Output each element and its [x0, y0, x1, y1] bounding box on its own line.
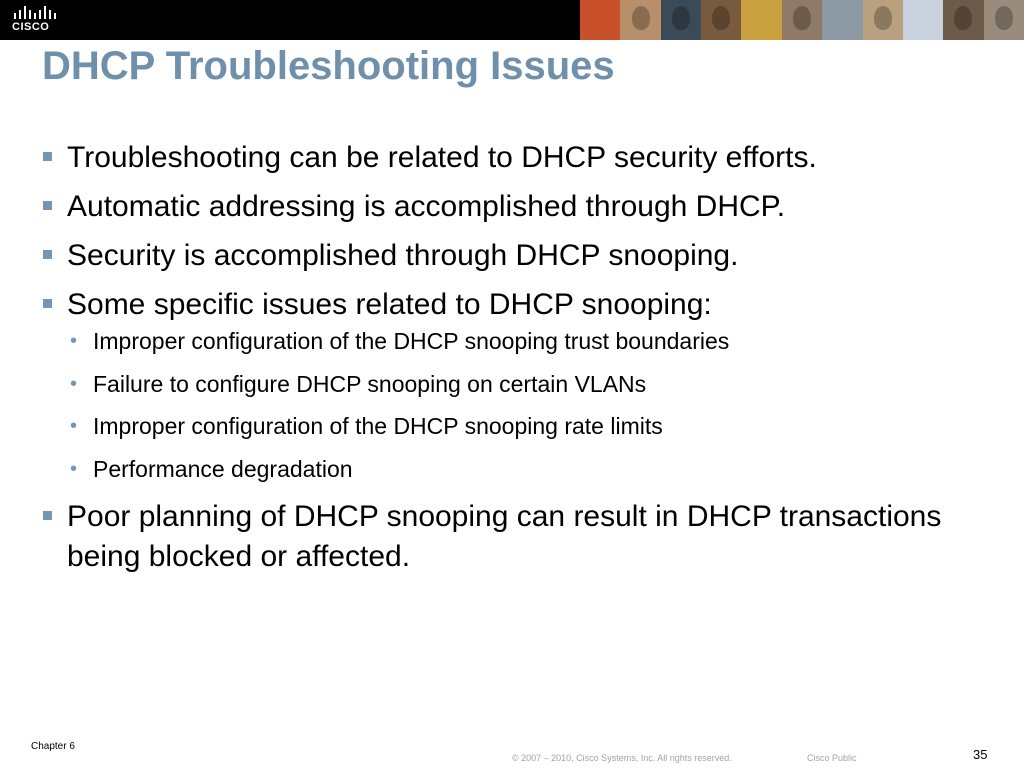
photo-person-tile [782, 0, 822, 40]
dot-bullet-icon: • [70, 415, 78, 437]
photo-person-tile [620, 0, 660, 40]
person-silhouette-icon [793, 6, 811, 30]
bullet-item [42, 187, 942, 227]
cisco-bars-icon [14, 6, 56, 20]
person-silhouette-icon [995, 6, 1013, 30]
bullet-text: Automatic addressing is accomplished through DHCP. [67, 190, 786, 223]
bullet-text: Some specific issues related to DHCP snooping: [67, 288, 712, 321]
footer-copyright: © 2007 – 2010, Cisco Systems, Inc. All rights reserved. [512, 753, 732, 763]
footer-classification: Cisco Public [807, 753, 857, 763]
slide-title: DHCP Troubleshooting Issues [42, 44, 615, 88]
bullet-text: Poor planning of DHCP snooping can result in DHCP transactions being blocked or affected. [67, 500, 942, 573]
sub-bullet-item [42, 370, 942, 398]
header-photo-strip [580, 0, 1024, 40]
person-silhouette-icon [632, 6, 650, 30]
square-bullet-icon [43, 299, 52, 308]
bullet-item [42, 285, 942, 325]
header-bar [0, 0, 1024, 40]
sub-bullet-item [42, 412, 942, 440]
sub-bullet-text: Performance degradation [93, 455, 353, 482]
bullet-item [42, 236, 942, 276]
dot-bullet-icon: • [70, 330, 78, 352]
cisco-logo [12, 4, 62, 36]
square-bullet-icon [43, 152, 52, 161]
sub-bullet-text: Improper configuration of the DHCP snooping trust boundaries [93, 328, 730, 354]
bullet-item [42, 138, 942, 178]
photo-abstract-tile [741, 0, 781, 40]
person-silhouette-icon [672, 6, 690, 30]
sub-bullet-text: Improper configuration of the DHCP snooping rate limits [93, 413, 663, 439]
person-silhouette-icon [874, 6, 892, 30]
person-silhouette-icon [954, 6, 972, 30]
slide-body [42, 138, 942, 586]
photo-person-tile [984, 0, 1024, 40]
bullet-text: Security is accomplished through DHCP snooping. [67, 239, 739, 272]
photo-abstract-tile [903, 0, 943, 40]
bullet-item [42, 497, 942, 577]
page-number: 35 [973, 747, 988, 762]
bullet-text: Troubleshooting can be related to DHCP security efforts. [67, 141, 817, 174]
photo-person-tile [661, 0, 701, 40]
dot-bullet-icon: • [70, 372, 78, 395]
photo-person-tile [701, 0, 741, 40]
sub-bullet-list [42, 327, 942, 483]
person-silhouette-icon [712, 6, 730, 30]
photo-abstract-tile [580, 0, 620, 40]
square-bullet-icon [43, 250, 52, 259]
cisco-logo-text: CISCO [12, 21, 50, 33]
square-bullet-icon [43, 511, 52, 520]
footer-chapter: Chapter 6 [31, 741, 75, 752]
photo-abstract-tile [822, 0, 862, 40]
sub-bullet-text: Failure to configure DHCP snooping on certain VLANs [93, 370, 647, 397]
photo-person-tile [943, 0, 983, 40]
sub-bullet-item [42, 327, 942, 355]
photo-person-tile [863, 0, 903, 40]
dot-bullet-icon: • [70, 457, 78, 480]
sub-bullet-item [42, 455, 942, 483]
square-bullet-icon [43, 201, 52, 210]
